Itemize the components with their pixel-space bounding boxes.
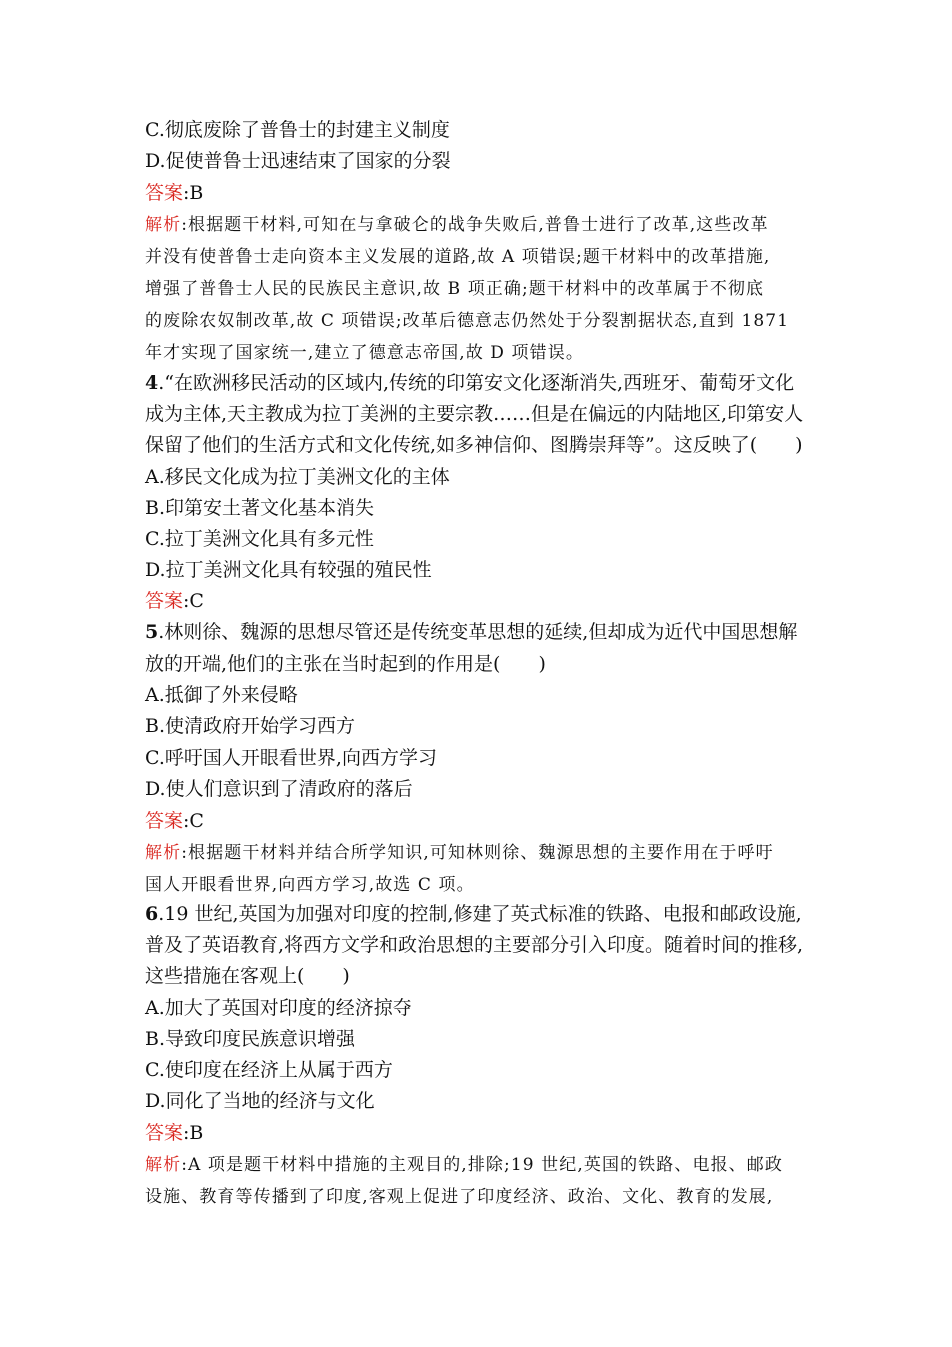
analysis-label: 解析 xyxy=(145,1155,182,1175)
q4-stem-line: 保留了他们的生活方式和文化传统,如多神信仰、图腾崇拜等”。这反映了( ) xyxy=(145,434,803,456)
q5-stem-line: 放的开端,他们的主张在当时起到的作用是( ) xyxy=(145,653,546,675)
q3-analysis-line: 的废除农奴制改革,故 C 项错误;改革后德意志仍然处于分裂割据状态,直到 1871 xyxy=(145,311,790,331)
stem-text: .“在欧洲移民活动的区域内,传统的印第安文化逐渐消失,西班牙、葡萄牙文化 xyxy=(158,372,795,394)
q3-option-c: C.彻底废除了普鲁士的封建主义制度 xyxy=(145,119,450,141)
q3-analysis-line: 增强了普鲁士人民的民族民主意识,故 B 项正确;题干材料中的改革属于不彻底 xyxy=(145,279,765,299)
answer-value: :C xyxy=(183,810,204,832)
q6-analysis-line xyxy=(145,1152,783,1178)
q6-stem-line xyxy=(145,901,802,927)
q5-analysis-line: 国人开眼看世界,向西方学习,故选 C 项。 xyxy=(145,875,475,895)
answer-value: :B xyxy=(183,1122,204,1144)
q5-analysis-line xyxy=(145,840,774,866)
analysis-label: 解析 xyxy=(145,215,182,235)
q6-option-b: B.导致印度民族意识增强 xyxy=(145,1028,356,1050)
q3-option-d: D.促使普鲁士迅速结束了国家的分裂 xyxy=(145,150,451,172)
q6-analysis-line: 设施、教育等传播到了印度,客观上促进了印度经济、政治、文化、教育的发展, xyxy=(145,1187,774,1207)
question-number: 4 xyxy=(145,372,159,394)
q6-option-a: A.加大了英国对印度的经济掠夺 xyxy=(145,997,412,1019)
analysis-text: :根据题干材料并结合所学知识,可知林则徐、魏源思想的主要作用在于呼吁 xyxy=(181,843,774,863)
q3-analysis-line xyxy=(145,212,769,238)
q4-stem-line xyxy=(145,370,794,396)
analysis-label: 解析 xyxy=(145,843,182,863)
q6-stem-line: 普及了英语教育,将西方文学和政治思想的主要部分引入印度。随着时间的推移, xyxy=(145,934,804,956)
q5-option-d: D.使人们意识到了清政府的落后 xyxy=(145,778,413,800)
stem-text: .林则徐、魏源的思想尽管还是传统变革思想的延续,但却成为近代中国思想解 xyxy=(158,621,798,643)
stem-text: .19 世纪,英国为加强对印度的控制,修建了英式标准的铁路、电报和邮政设施, xyxy=(158,903,802,925)
q6-stem-line: 这些措施在客观上( ) xyxy=(145,965,350,987)
q4-option-d: D.拉丁美洲文化具有较强的殖民性 xyxy=(145,559,432,581)
q4-option-c: C.拉丁美洲文化具有多元性 xyxy=(145,528,374,550)
q3-analysis-line: 并没有使普鲁士走向资本主义发展的道路,故 A 项错误;题干材料中的改革措施, xyxy=(145,247,771,267)
answer-label: 答案 xyxy=(145,590,184,612)
q3-answer xyxy=(145,180,203,206)
question-number: 5 xyxy=(145,621,159,643)
answer-value: :B xyxy=(183,182,204,204)
q5-stem-line xyxy=(145,619,797,645)
q3-analysis-line: 年才实现了国家统一,建立了德意志帝国,故 D 项错误。 xyxy=(145,343,584,363)
q5-answer xyxy=(145,808,204,834)
q5-option-c: C.呼吁国人开眼看世界,向西方学习 xyxy=(145,747,437,769)
analysis-text: :A 项是题干材料中措施的主观目的,排除;19 世纪,英国的铁路、电报、邮政 xyxy=(181,1155,783,1175)
q5-option-a: A.抵御了外来侵略 xyxy=(145,684,298,706)
q4-answer xyxy=(145,588,204,614)
q5-option-b: B.使清政府开始学习西方 xyxy=(145,715,356,737)
q4-option-a: A.移民文化成为拉丁美洲文化的主体 xyxy=(145,466,450,488)
q6-answer xyxy=(145,1120,203,1146)
question-number: 6 xyxy=(145,903,159,925)
answer-label: 答案 xyxy=(145,182,184,204)
answer-value: :C xyxy=(183,590,204,612)
q6-option-c: C.使印度在经济上从属于西方 xyxy=(145,1059,393,1081)
answer-label: 答案 xyxy=(145,810,184,832)
analysis-text: :根据题干材料,可知在与拿破仑的战争失败后,普鲁士进行了改革,这些改革 xyxy=(181,215,769,235)
q4-stem-line: 成为主体,天主教成为拉丁美洲的主要宗教……但是在偏远的内陆地区,印第安人 xyxy=(145,403,804,425)
q4-option-b: B.印第安土著文化基本消失 xyxy=(145,497,375,519)
answer-label: 答案 xyxy=(145,1122,184,1144)
q6-option-d: D.同化了当地的经济与文化 xyxy=(145,1090,375,1112)
